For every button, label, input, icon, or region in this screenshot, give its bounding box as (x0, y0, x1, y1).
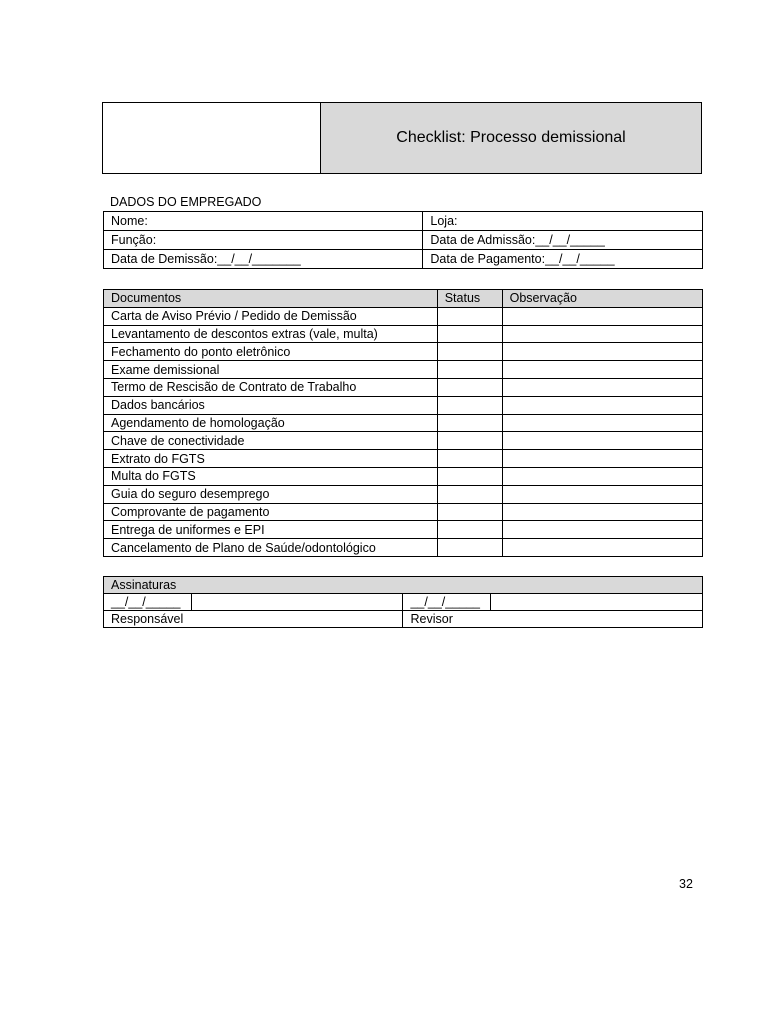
document-observation-cell[interactable] (502, 485, 702, 503)
signature-date-left[interactable]: __/__/_____ (104, 594, 192, 611)
document-row (104, 343, 703, 361)
document-status-cell[interactable] (437, 414, 502, 432)
document-row (104, 450, 703, 468)
employee-row (104, 212, 703, 231)
page-number: 32 (679, 877, 693, 891)
document-observation-cell[interactable] (502, 521, 702, 539)
document-name: Guia do seguro desemprego (104, 485, 438, 503)
document-header (102, 102, 702, 174)
document-status-cell[interactable] (437, 396, 502, 414)
signature-date-row (104, 594, 703, 611)
document-observation-cell[interactable] (502, 432, 702, 450)
document-name: Comprovante de pagamento (104, 503, 438, 521)
document-row (104, 361, 703, 379)
document-row (104, 307, 703, 325)
document-status-cell[interactable] (437, 467, 502, 485)
document-row (104, 396, 703, 414)
document-observation-cell[interactable] (502, 414, 702, 432)
document-row (104, 467, 703, 485)
employee-field[interactable]: Data de Pagamento:__/__/_____ (423, 250, 703, 269)
document-observation-cell[interactable] (502, 307, 702, 325)
column-header-documents: Documentos (104, 290, 438, 308)
document-name: Exame demissional (104, 361, 438, 379)
logo-area (103, 103, 321, 173)
document-row (104, 485, 703, 503)
employee-row (104, 250, 703, 269)
document-status-cell[interactable] (437, 307, 502, 325)
document-observation-cell[interactable] (502, 396, 702, 414)
document-observation-cell[interactable] (502, 361, 702, 379)
document-row (104, 378, 703, 396)
document-status-cell[interactable] (437, 539, 502, 557)
document-status-cell[interactable] (437, 325, 502, 343)
document-name: Dados bancários (104, 396, 438, 414)
document-status-cell[interactable] (437, 450, 502, 468)
document-status-cell[interactable] (437, 521, 502, 539)
column-header-status: Status (437, 290, 502, 308)
page-title: Checklist: Processo demissional (321, 103, 701, 173)
document-name: Extrato do FGTS (104, 450, 438, 468)
employee-field[interactable]: Data de Demissão:__/__/_______ (104, 250, 423, 269)
document-status-cell[interactable] (437, 378, 502, 396)
document-observation-cell[interactable] (502, 325, 702, 343)
employee-field[interactable]: Função: (104, 231, 423, 250)
document-status-cell[interactable] (437, 343, 502, 361)
employee-row (104, 231, 703, 250)
employee-table (103, 211, 703, 269)
document-observation-cell[interactable] (502, 450, 702, 468)
document-status-cell[interactable] (437, 361, 502, 379)
signatures-table (103, 576, 703, 628)
signatures-header: Assinaturas (104, 577, 703, 594)
signature-field-left[interactable] (191, 594, 403, 611)
employee-section-label: DADOS DO EMPREGADO (110, 195, 262, 209)
document-name: Entrega de uniformes e EPI (104, 521, 438, 539)
document-row (104, 432, 703, 450)
document-status-cell[interactable] (437, 432, 502, 450)
document-observation-cell[interactable] (502, 503, 702, 521)
signature-role-right: Revisor (403, 611, 703, 628)
employee-field[interactable]: Loja: (423, 212, 703, 231)
document-name: Cancelamento de Plano de Saúde/odontológico (104, 539, 438, 557)
document-row (104, 539, 703, 557)
column-header-observation: Observação (502, 290, 702, 308)
signature-date-right[interactable]: __/__/_____ (403, 594, 491, 611)
signature-role-left: Responsável (104, 611, 403, 628)
employee-field[interactable]: Nome: (104, 212, 423, 231)
document-name: Fechamento do ponto eletrônico (104, 343, 438, 361)
document-status-cell[interactable] (437, 503, 502, 521)
signature-role-row (104, 611, 703, 628)
document-observation-cell[interactable] (502, 378, 702, 396)
document-observation-cell[interactable] (502, 467, 702, 485)
document-name: Carta de Aviso Prévio / Pedido de Demissão (104, 307, 438, 325)
documents-header-row (104, 290, 703, 308)
document-row (104, 325, 703, 343)
document-row (104, 503, 703, 521)
document-observation-cell[interactable] (502, 343, 702, 361)
document-row (104, 521, 703, 539)
document-row (104, 414, 703, 432)
document-name: Multa do FGTS (104, 467, 438, 485)
document-name: Termo de Rescisão de Contrato de Trabalho (104, 378, 438, 396)
document-observation-cell[interactable] (502, 539, 702, 557)
document-name: Chave de conectividade (104, 432, 438, 450)
employee-field[interactable]: Data de Admissão:__/__/_____ (423, 231, 703, 250)
signature-field-right[interactable] (491, 594, 703, 611)
document-name: Agendamento de homologação (104, 414, 438, 432)
document-name: Levantamento de descontos extras (vale, multa) (104, 325, 438, 343)
document-status-cell[interactable] (437, 485, 502, 503)
documents-table (103, 289, 703, 557)
